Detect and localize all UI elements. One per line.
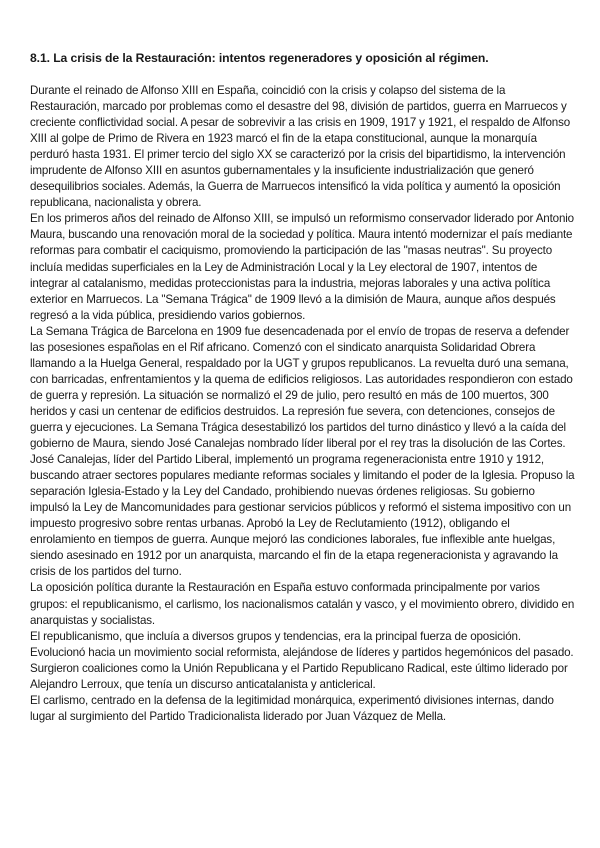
document-page <box>30 50 576 725</box>
paragraph-semana-tragica: La Semana Trágica de Barcelona en 1909 fue desencadenada por el envío de tropas de reserva a defender las posesiones españolas en el Rif africano. Comenzó con el sindicato anarquista Solidaridad Obrera llamando a la Huelga General, respaldado por la UGT y grupos republicanos. La revuelta duró una semana, con barricadas, enfrentamientos y la quema de edificios religiosos. Las autoridades respondieron con estado de guerra y represión. La situación se normalizó el 29 de julio, pero resultó en más de 100 muertos, 300 heridos y casi un centenar de edificios destruidos. La represión fue severa, con detenciones, consejos de guerra y ejecuciones. La Semana Trágica desestabilizó los partidos del turno dinástico y llevó a la caída del gobierno de Maura, siendo José Canalejas nombrado líder liberal por el rey tras la disolución de las Cortes. <box>30 324 573 451</box>
paragraph-republicanismo: El republicanismo, que incluía a diversos grupos y tendencias, era la principal fuerza de oposición. Evolucionó hacia un movimiento social reformista, alejándose de líderes y partidos hegemónicos del pasado. Surgieron coaliciones como la Unión Republicana y el Partido Republicano Radical, este último liderado por Alejandro Lerroux, que tenía un discurso anticatalanista y anticlerical. <box>30 629 574 691</box>
paragraph-oposicion-politica: La oposición política durante la Restauración en España estuvo conformada principalmente por varios grupos: el republicanismo, el carlismo, los nacionalismos catalán y vasco, y el movimiento obrero, dividido en anarquistas y socialistas. <box>30 581 575 627</box>
paragraph-restauracion-crisis: Durante el reinado de Alfonso XIII en España, coincidió con la crisis y colapso del sistema de la Restauración, marcado por problemas como el desastre del 98, división de partidos, guerra en Marruecos y creciente conflictividad social. A pesar de sobrevivir a las crisis en 1909, 1917 y 1921, el respaldo de Alfonso XIII al golpe de Primo de Rivera en 1923 marcó el fin de la etapa constitucional, aunque la monarquía perduró hasta 1931. El primer tercio del siglo XX se caracterizó por la crisis del bipartidismo, la intervención imprudente de Alfonso XIII en asuntos gubernamentales y la insuficiente industrialización que generó desequilibrios sociales. Además, la Guerra de Marruecos intensificó la vida política y aumentó la oposición republicana, nacionalista y obrera. <box>30 84 571 210</box>
paragraph-carlismo: El carlismo, centrado en la defensa de la legitimidad monárquica, experimentó divisiones internas, dando lugar al surgimiento del Partido Tradicionalista liderado por Juan Vázquez de Mella. <box>30 693 554 723</box>
paragraph-canalejas: José Canalejas, líder del Partido Liberal, implementó un programa regeneracionista entre 1910 y 1912, buscando atraer sectores populares mediante reformas sociales y limitando el poder de la Iglesia. Propuso la separación Iglesia-Estado y la Ley del Candado, prohibiendo nuevas órdenes religiosas. Su gobierno impulsó la Ley de Mancomunidades para gestionar servicios públicos y reformó el sistema impositivo con un impuesto progresivo sobre rentas urbanas. Aprobó la Ley de Reclutamiento (1912), obligando el enrolamiento en tiempos de guerra. Aunque mejoró las condiciones laborales, fue inflexible ante huelgas, siendo asesinado en 1912 por un anarquista, marcando el fin de la etapa regeneracionista y agravando la crisis de los partidos del turno. <box>30 453 575 579</box>
paragraph-maura-reformismo: En los primeros años del reinado de Alfonso XIII, se impulsó un reformismo conservador liderado por Antonio Maura, buscando una renovación moral de la sociedad y política. Maura intentó modernizar el país mediante reformas para combatir el caciquismo, promoviendo la participación de las "masas neutras". Su proyecto incluía medidas superficiales en la Ley de Administración Local y la Ley electoral de 1907, intentos de integrar al catalanismo, medidas proteccionistas para la industria, mejoras laborales y una activa política exterior en Marruecos. La "Semana Trágica" de 1909 llevó a la dimisión de Maura, aunque años después regresó a la vida pública, presidiendo varios gobiernos. <box>30 212 574 322</box>
section-heading: 8.1. La crisis de la Restauración: intentos regeneradores y oposición al régimen. <box>30 51 489 65</box>
